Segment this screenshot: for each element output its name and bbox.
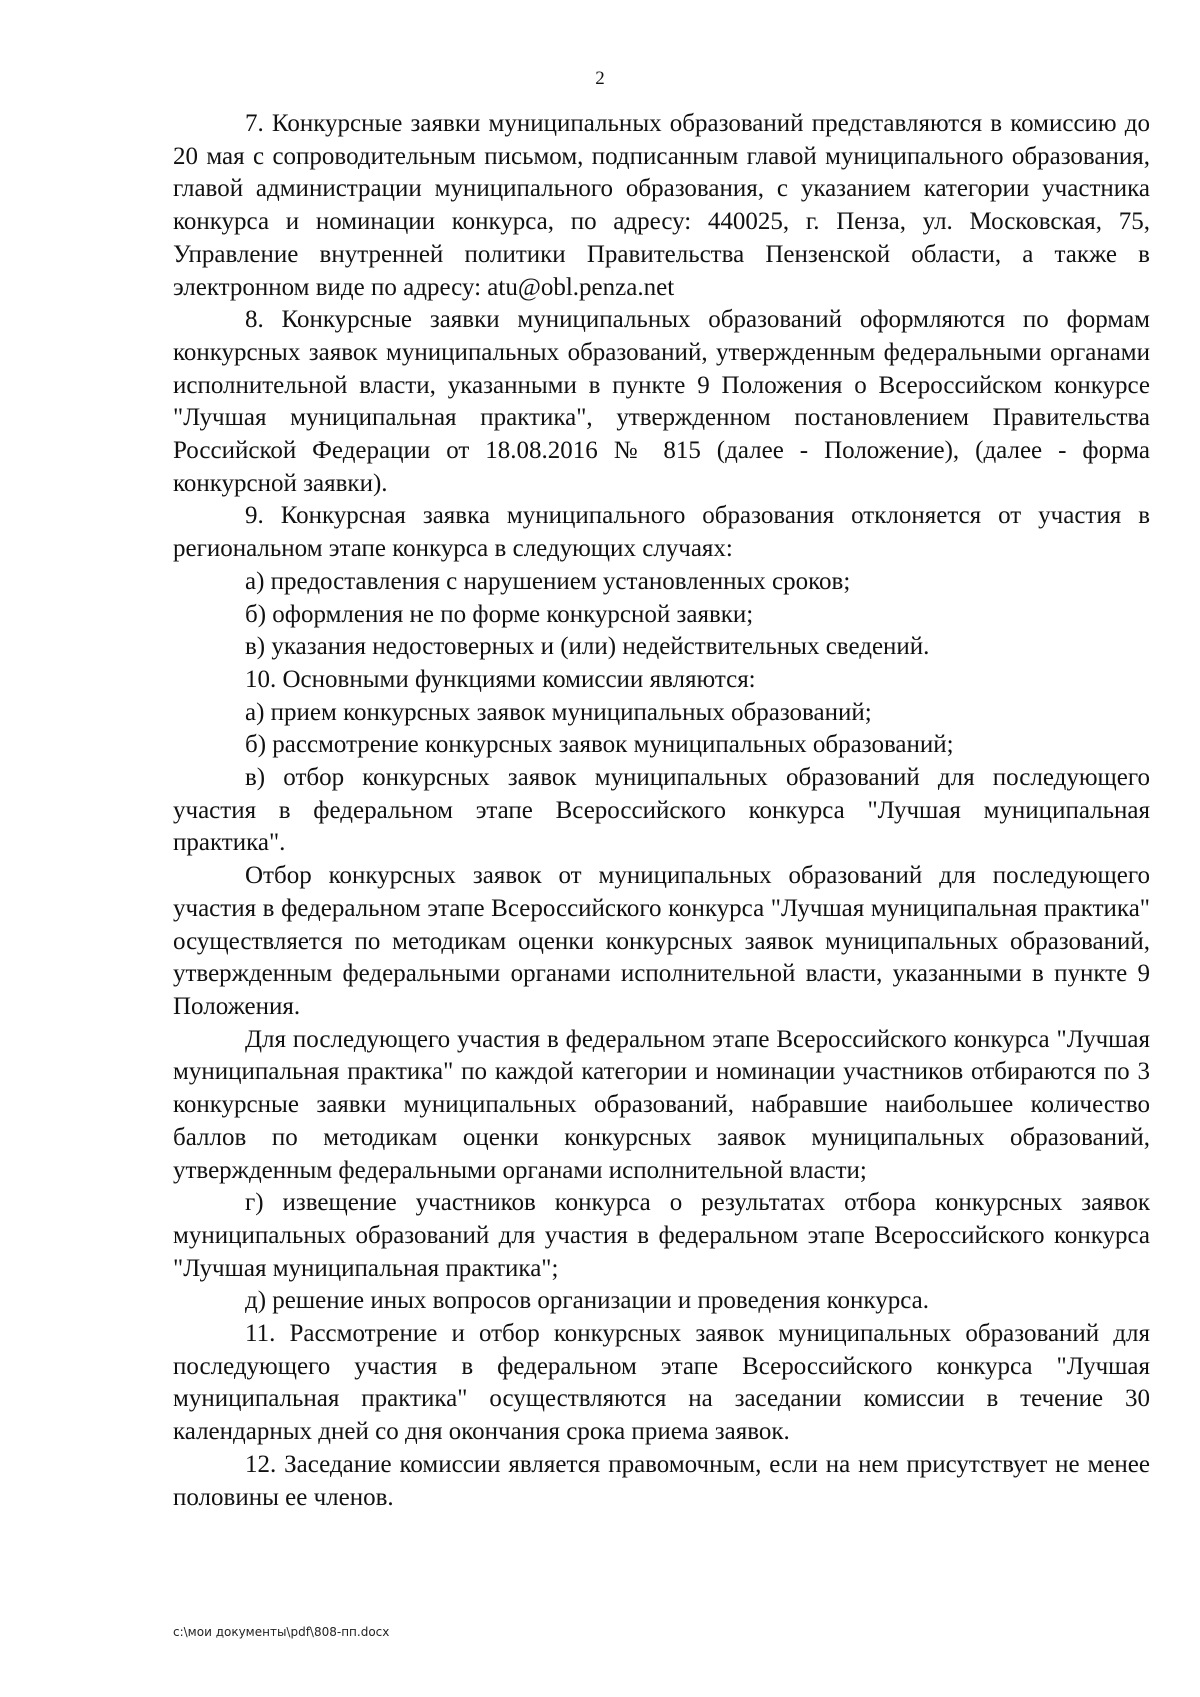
paragraph-subitem-9c: в) указания недостоверных и (или) недействительных сведений. (245, 633, 930, 661)
paragraph-item-11: 11. Рассмотрение и отбор конкурсных заявок муниципальных образований для последующего участия в федеральном этапе Всероссийского конкурса "Лучшая муниципальная практика" осуществляются на заседании комиссии в течение 30 календарных дней со дня окончания срока приема заявок. (173, 1320, 1150, 1446)
file-path-footer: c:\мои документы\pdf\808-пп.docx (173, 1625, 390, 1639)
paragraph-subitem-10d: г) извещение участников конкурса о результатах отбора конкурсных заявок муниципальных образований для участия в федеральном этапе Всероссийского конкурса "Лучшая муниципальная практика"; (173, 1189, 1150, 1282)
document-body (173, 108, 1150, 1514)
paragraph-item-8: 8. Конкурсные заявки муниципальных образований оформляются по формам конкурсных заявок муниципальных образований, утвержденным федеральными органами исполнительной власти, указанными в пункте 9 Положения о Всероссийском конкурсе "Лучшая муниципальная практика", утвержденном постановлением Правительства Российской Федерации от 18.08.2016 № 815 (далее - Положение), (далее - форма конкурсной заявки). (173, 306, 1150, 497)
paragraph-item-7: 7. Конкурсные заявки муниципальных образований представляются в комиссию до 20 мая с сопроводительным письмом, подписанным главой муниципального образования, главой администрации муниципального образования, с указанием категории участника конкурса и номинации конкурса, по адресу: 440025, г. Пенза, ул. Московская, 75, Управление внутренней политики Правительства Пензенской области, а также в электронном виде по адресу: atu@obl.penza.net (173, 110, 1150, 301)
paragraph-subitem-10e: д) решение иных вопросов организации и проведения конкурса. (245, 1287, 929, 1315)
paragraph-item-12: 12. Заседание комиссии является правомочным, если на нем присутствует не менее половины ее членов. (173, 1450, 1150, 1511)
page-number: 2 (595, 68, 605, 89)
paragraph-subitem-9b: б) оформления не по форме конкурсной заявки; (245, 600, 754, 628)
paragraph-item-10: 10. Основными функциями комиссии являются: (245, 665, 756, 693)
paragraph-selection-count: Для последующего участия в федеральном этапе Всероссийского конкурса "Лучшая муниципальная практика" по каждой категории и номинации участников отбираются по 3 конкурсные заявки муниципальных образований, набравшие наибольшее количество баллов по методикам оценки конкурсных заявок муниципальных образований, утвержденным федеральными органами исполнительной власти; (173, 1025, 1150, 1184)
paragraph-subitem-9a: а) предоставления с нарушением установленных сроков; (245, 567, 851, 595)
paragraph-item-9: 9. Конкурсная заявка муниципального образования отклоняется от участия в региональном этапе конкурса в следующих случаях: (173, 502, 1150, 563)
paragraph-subitem-10a: а) прием конкурсных заявок муниципальных образований; (245, 698, 872, 726)
paragraph-subitem-10c: в) отбор конкурсных заявок муниципальных образований для последующего участия в федеральном этапе Всероссийского конкурса "Лучшая муниципальная практика". (173, 764, 1150, 857)
paragraph-selection-method: Отбор конкурсных заявок от муниципальных образований для последующего участия в федеральном этапе Всероссийского конкурса "Лучшая муниципальная практика" осуществляется по методикам оценки конкурсных заявок муниципальных образований, утвержденным федеральными органами исполнительной власти, указанными в пункте 9 Положения. (173, 862, 1150, 1020)
paragraph-subitem-10b: б) рассмотрение конкурсных заявок муниципальных образований; (245, 731, 954, 759)
